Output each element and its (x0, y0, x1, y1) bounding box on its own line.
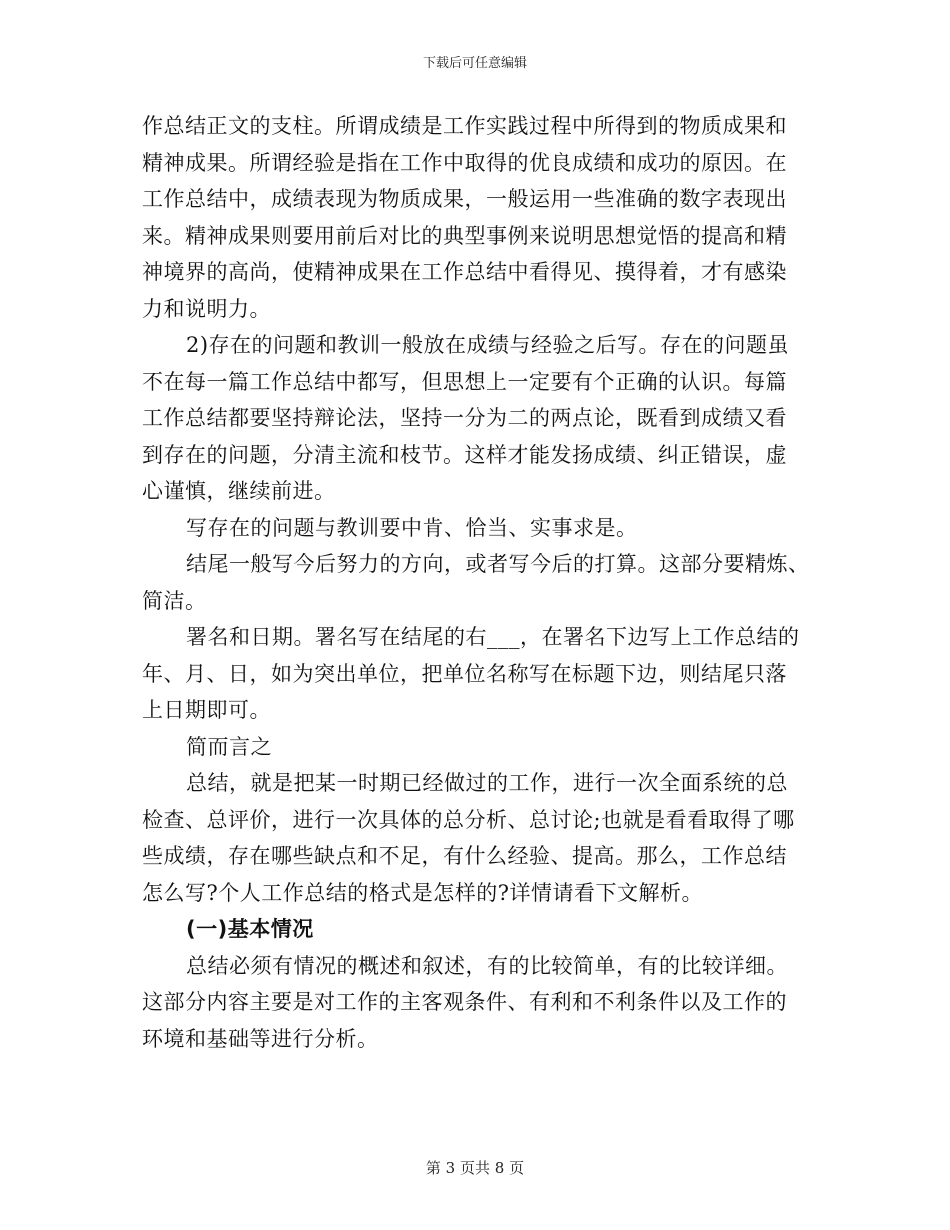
text-line: 检查、总评价，进行一次具体的总分析、总讨论;也就是看看取得了哪 (142, 807, 795, 832)
text-line: 精神成果。所谓经验是指在工作中取得的优良成绩和成功的原因。在 (142, 150, 787, 175)
body-text (142, 108, 810, 1057)
text-line: 神境界的高尚，使精神成果在工作总结中看得见、摸得着，才有感染 (142, 260, 787, 284)
page-number: 第 3 页共 8 页 (425, 1159, 525, 1177)
section-heading: (一)基本情况 (186, 917, 314, 941)
text-line: 简洁。 (142, 588, 207, 613)
text-line: 简而言之 (186, 734, 272, 759)
header-note: 下载后可任意编辑 (422, 56, 527, 71)
text-line: 上日期即可。 (142, 698, 271, 722)
text-line: 年、月、日，如为突出单位，把单位名称写在标题下边，则结尾只落 (142, 661, 787, 686)
text-line: 总结，就是把某一时期已经做过的工作，进行一次全面系统的总 (186, 771, 788, 795)
text-line: 些成绩，存在哪些缺点和不足，有什么经验、提高。那么，工作总结 (142, 844, 787, 868)
text-line: 写存在的问题与教训要中肯、恰当、实事求是。 (186, 515, 638, 540)
text-line: 来。精神成果则要用前后对比的典型事例来说明思想觉悟的提高和精 (142, 223, 787, 248)
text-line: 工作总结都要坚持辩论法，坚持一分为二的两点论，既看到成绩又看 (142, 406, 787, 430)
text-line: 2)存在的问题和教训一般放在成绩与经验之后写。存在的问题虽 (186, 333, 790, 357)
text-line: 到存在的问题，分清主流和枝节。这样才能发扬成绩、纠正错误，虚 (142, 442, 787, 467)
text-line: 不在每一篇工作总结中都写，但思想上一定要有个正确的认识。每篇 (142, 369, 787, 394)
text-line: 结尾一般写今后努力的方向，或者写今后的打算。这部分要精炼、 (186, 552, 810, 576)
text-line: 这部分内容主要是对工作的主客观条件、有利和不利条件以及工作的 (142, 990, 787, 1014)
text-line: 心谨慎，继续前进。 (142, 479, 336, 503)
text-line: 总结必须有情况的概述和叙述，有的比较简单，有的比较详细。 (186, 953, 788, 978)
text-line: 作总结正文的支柱。所谓成绩是工作实践过程中所得到的物质成果和 (142, 114, 787, 138)
text-line: 署名和日期。署名写在结尾的右___，在署名下边写上工作总结的 (186, 625, 800, 649)
text-line: 怎么写?个人工作总结的格式是怎样的?详情请看下文解析。 (142, 880, 704, 905)
text-line: 环境和基础等进行分析。 (142, 1026, 379, 1051)
text-line: 工作总结中，成绩表现为物质成果，一般运用一些准确的数字表现出 (142, 187, 787, 211)
text-line: 力和说明力。 (142, 296, 271, 321)
